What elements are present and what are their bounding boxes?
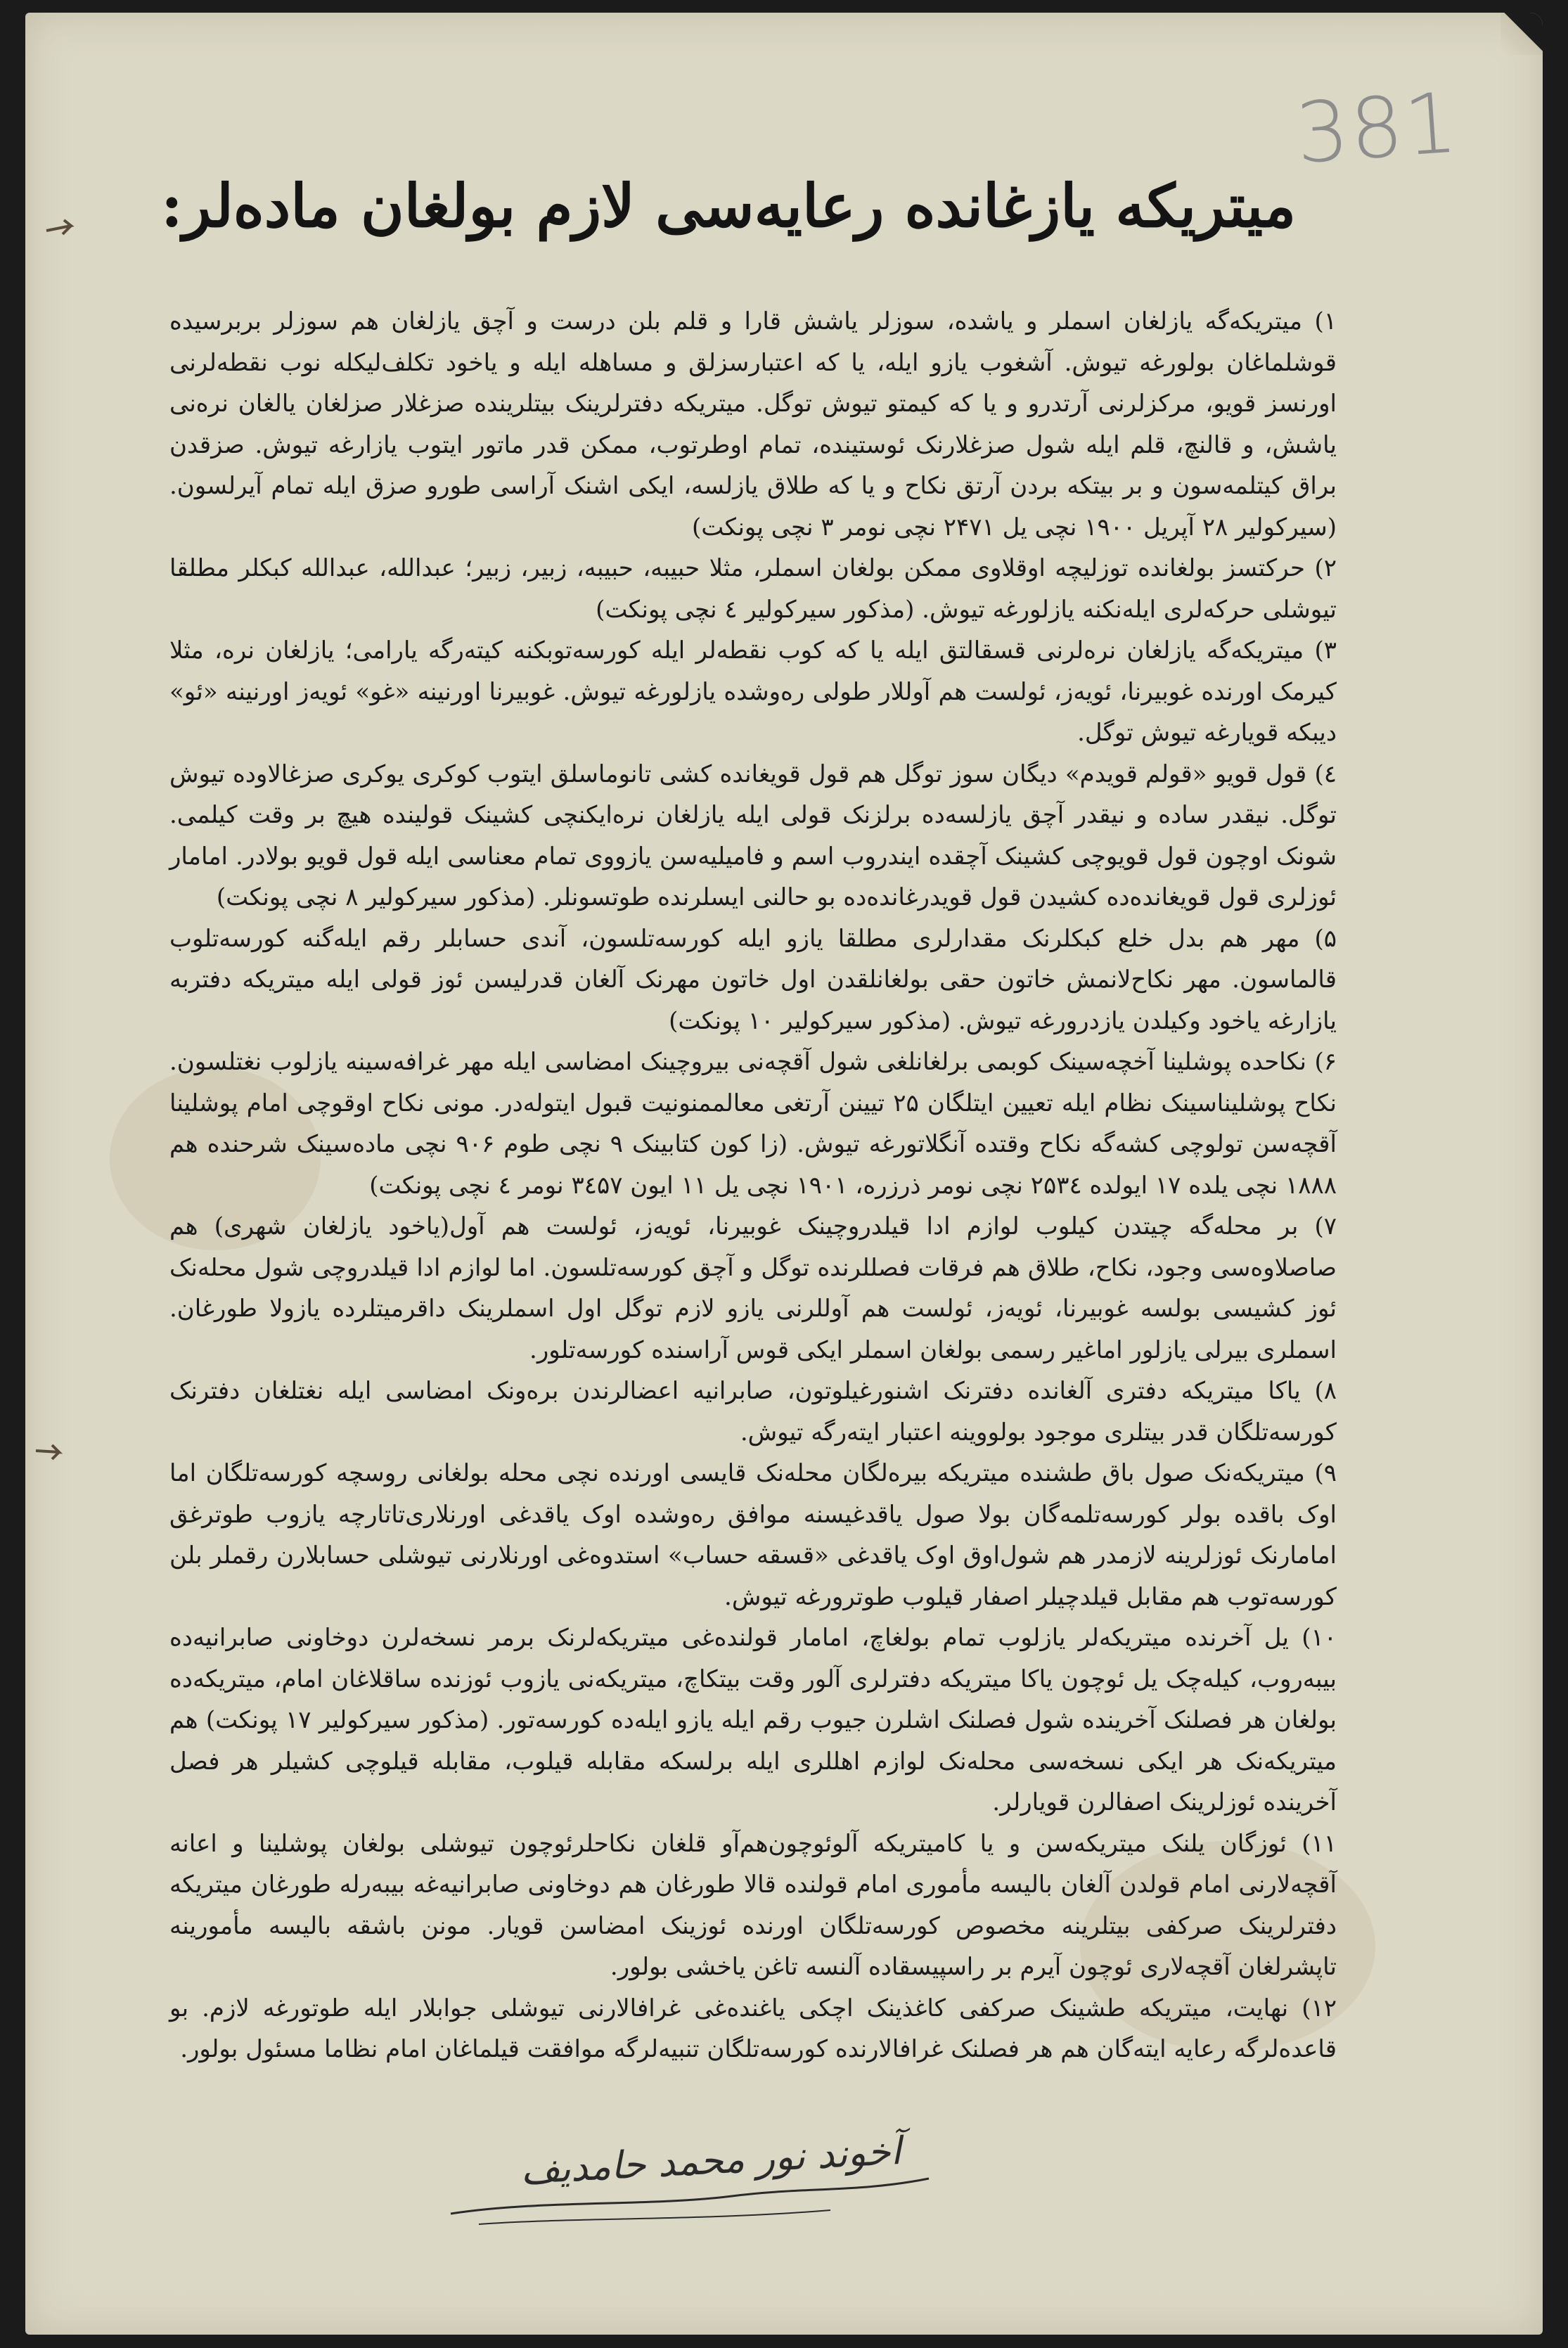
paragraph-1: ۱) میتریکه‌گه یازلغان اسملر و یاشده، سوزلر یاشش قارا و قلم بلن درست و آچق یازلغان هم سوزلر بربرسیده قوشلماغان بولورغه تیوش. آشغوب یازو ایله، یا که اعتبار‌سزلق و مساهله ایله و یاخود تکلف‌لیکله نوب نقطه‌لرنی اورنسز قویو، مرکزلرنی آرتدرو و یا که کیمتو تیوش توگل. میتریکه دفترلرینک بیتلرینده صزغلار صزلغان یالغان نره‌نی یاشش، و قالنچ، قلم ایله شول صزغلارنک ئوستینده، تمام اوطرتوب، ممکن قدر ماتور ایتوب یازارغه تیوش. صزقدن براق کیتلمه‌سون و بر بیتکه بردن آرتق نکاح و یا که طلاق یازلسه، ایکی اشنک آراسی طورو صزق ایله تمام آیرلسون. (سیرکولیر ۲۸ آپریل ۱۹۰۰ نچی یل ۲۴۷۱ نچی نومر ۳ نچی پونکت) [169,307,1337,541]
paragraph-6: ۶) نکاحده پوشلینا آخچه‌سینک کوبمی برلغانلغی شول آقچه‌نی بیروچینک امضاسی ایله مهر غرافه‌سینه یازلوب نغتلسون. نکاح پوشلیناسینک نظام ایله تعیین ایتلگان ۲۵ تیینن آرتغی معالممنونیت قبول ایتوله‌در. مونی نکاح اوقوچی امام پوشلینا آقچه‌سن تولوچی کشه‌گه نکاح وقتده آنگلاتورغه تیوش. (زا کون کتابینک ۹ نچی طوم ۹۰۶ نچی ماده‌سینک شرحنده هم ۱۸۸۸ نچی یلده ۱۷ ایولده ۲۵۳٤ نچی نومر ذرزره، ۱۹۰۱ نچی یل ۱۱ ایون ۳٤۵۷ نومر ٤ نچی پونکت) [169,1048,1337,1200]
paragraph-12: ۱۲) نهایت، میتریکه طشینک صرکفی کاغذینک اچکی یاغنده‌غی غرافالارنی تیوشلی جوابلار ایله طوتورغه لازم. بو قاعده‌لرگه رعایه ایته‌گان هم هر فصلنک غرافالارنده کورسه‌تلگان تنبیه‌لرگه موافقت قیلماغان امام نظاما مسئول بولور. [169,1994,1337,2063]
paragraph-7: ۷) بر محله‌گه چیتدن کیلوب لوازم ادا قیلدروچینک غوبیرنا، ئویه‌ز، ئولست هم آول(یاخود یازلغان شهری) هم صاصلاوه‌سی وجود، نکاح، طلاق هم فرقات فصللرنده توگل و آچق کورسه‌تلسون. اما لوازم ادا قیلدروچی شول محله‌نک ئوز کشیسی بولسه غوبیرنا، ئویه‌ز، ئولست هم آوللرنی یازو لازم توگل اول اسملرینک داقرمیتلرده یازولا طورغان. اسملری بیرلی یازلور اماغیر رسمی بولغان اسملر ایکی قوس آراسنده کورسه‌تلور. [169,1212,1337,1364]
paragraph-5: ۵) مهر هم بدل خلع کبکلرنک مقدارلری مطلقا یازو ایله کورسه‌تلسون، آندی حسابلر رقم ایله‌گنه کورسه‌تلوب قالماسون. مهر نکاح‌لانمش خاتون حقی بولغانلقدن اول خاتون مهرنک آلغان قدرلیسن ئوز قولی ایله میتریکه دفتربه یازارغه یاخود وکیلدن یازدرورغه تیوش. (مذکور سیرکولیر ۱۰ پونکت) [169,924,1337,1035]
paragraph-9: ۹) میتریکه‌نک صول باق طشنده میتریکه بیره‌لگان محله‌نک قایسی اورنده نچی محله بولغانی روسچه کورسه‌تلگان اما اوک باقده بولر کورسه‌تلمه‌گان بولا صول یاقدغیسنه موافق ره‌وشده اوک یاقدغی اورنلاری‌تاتارچه یازوب طوترغق امامارنک ئوزلرینه لازمدر هم شول‌اوق اوک یاقدغی «قسقه حساب» استدوه‌غی اورنلارنی تیوشلی حسابلارن رقملر بلن کورسه‌توب هم مقابل قیلدچیلر اصفار قیلوب طوترورغه تیوش. [169,1459,1337,1611]
folio-number: 381 [1292,74,1462,182]
page-corner [1500,13,1543,55]
paragraph-2: ۲) حرکتسز بولغانده توزلیچه اوقلاوی ممکن بولغان اسملر، مثلا حبیبه، حبیبه، زبیر، زبیر؛ عبدالله، عبدالله کبکلر مطلقا تیوشلی حرکه‌لری ایله‌نکنه یازلورغه تیوش. (مذکور سیرکولیر ٤ نچی پونکت) [169,554,1337,624]
paragraph-8: ۸) یاکا میتریکه دفتری آلغانده دفترنک اشنورغیلوتون، صابرانیه اعضالرندن بره‌ونک امضاسی ایله نغتلغان دفترنک کورسه‌تلگان قدر بیتلری موجود بولووینه اعتبار ایته‌رگه تیوش. [169,1377,1337,1446]
paragraph-4: ٤) قول قویو «قولم قویدم» دیگان سوز توگل هم قول قویغانده کشی تانوماسلق ایتوب کوکری یوکری صزغالاوده تیوش توگل. نیقدر ساده و نیقدر آچق یازلسه‌ده برلزنک قولی ایله یازلغان نره‌ایکنچی کشینک قولینده هیچ بر وقت کیلمی. شونک اوچون قول قویوچی کشینک آچقده ایندروب اسم و فامیلیه‌سن یازووی تمام معناسی ایله قول قویو بولادر. امامار ئوزلری قول قویغانده‌ده کشیدن قول قویدرغانده‌ده بو حالنی ایسلرنده طوتسونلر. (مذکور سیرکولیر ۸ نچی پونکت) [169,759,1337,911]
document-page [25,13,1543,2335]
document-title: میتریکه یازغانده رعایه‌سی لازم بولغان ماده‌لر: [160,171,1297,240]
paragraph-11: ۱۱) ئوزگان یلنک میتریکه‌سن و یا کامیتریکه آلوئوچون‌هم‌آو قلغان نکاحلرئوچون تیوشلی بولغان پوشلینا و اعانه آقچه‌لارنی امام قولدن آلغان بالیسه مأموری امام قولنده قالا طورغان هم دوخاونی صابرانیه‌غه بیبه‌رله طورغان میتریکه دفترلرینک صرکفی بیتلرینه مخصوص کورسه‌تلگان اورنده ئوزینک امضاسن قویار. مونن باشقه بالیسه مأمورینه تاپشرلغان آقچه‌لاری ئوچون آیرم بر راسپیسقاده آلنسه تاغن یاخشی بولور. [169,1829,1337,1981]
document-body [169,301,1337,2122]
signature-flourish [437,2129,985,2242]
paragraph-3: ۳) میتریکه‌گه یازلغان نره‌لرنی قسقالتق ایله یا که کوب نقطه‌لر ایله کورسه‌توبکنه کیته‌رگه یارامی؛ یازلغان نره‌، مثلا کیرمک اورنده غوبیرنا، ئویه‌ز، ئولست هم آوللار طولی ره‌وشده یازلورغه تیوش. غوبیرنا اورنینه «غو» ئویه‌ز اورنینه «ئو» دیبکه قویارغه تیوش توگل. [169,636,1337,747]
signature [437,2129,985,2242]
margin-mark [43,213,85,241]
signature-text: آخوند نور محمد حامدیف [519,2128,903,2193]
paragraph-10: ۱۰) یل آخرنده میتریکه‌لر یازلوب تمام بولغاچ، امامار قولنده‌غی میتریکه‌لرنک برمر نسخه‌لرن دوخاونی صابرانیه‌ده بیبه‌روب، کیله‌چک یل ئوچون یا‌کا میتریکه دفترلری آلور وقت بیتکاچ، میتریکه‌نی یازوب ئوزنده ساقلاغان امام، میتریکه‌ده بولغان هر فصلنک آخرینده شول فصلنک اشلرن جیوب رقم ایله یازو ایله‌ده کورسه‌تور. (مذکور سیرکولیر ۱۷ پونکت) هم میتریکه‌نک هر ایکی نسخه‌سی محله‌نک لوازم اهللری ایله برلسکه مقابله قیلوب، مقابله قیلوچی کشیلر هر فصل آخرینده ئوزلرینک اصفالرن قویارلر. [169,1624,1337,1816]
margin-mark [32,1437,68,1465]
